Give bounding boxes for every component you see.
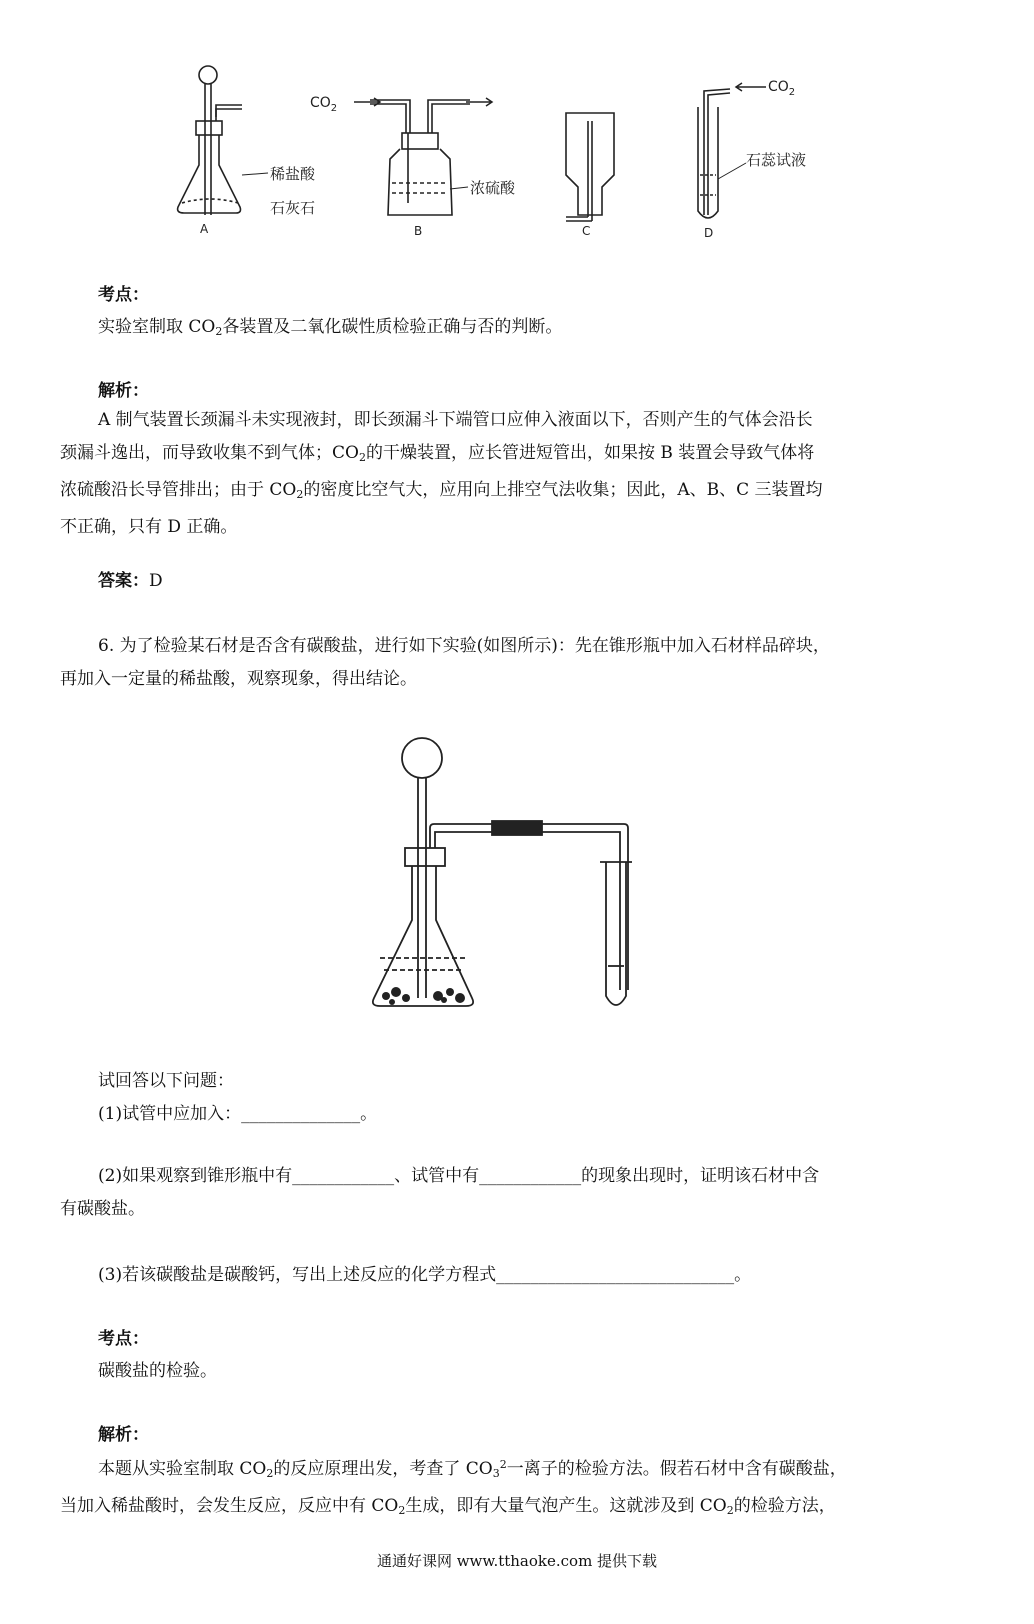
q6-jiexi-l2a: 当加入稀盐酸时，会发生反应，反应中有 CO [60, 1496, 399, 1516]
q6-jiexi-heading: 解析： [98, 1425, 149, 1445]
q5-answer-label: 答案： [98, 571, 149, 591]
q6-stem-line1: 6. 为了检验某石材是否含有碳酸盐，进行如下实验(如图所示)：先在锥形瓶中加入石材样品碎块， [98, 636, 830, 656]
q6-part2-line2: 有碳酸盐。 [60, 1199, 145, 1219]
conical-flask [373, 866, 473, 1006]
stone-pieces [382, 987, 465, 1005]
sub-2: 2 [726, 1504, 734, 1517]
apparatus-a [178, 66, 242, 215]
arrow-in-b [354, 98, 380, 106]
q6-jiexi-l2c: 的检验方法， [733, 1496, 836, 1516]
label-dilute-hcl: 稀盐酸 [270, 165, 316, 183]
q6-kaodian-text: 碳酸盐的检验。 [98, 1361, 217, 1381]
q6-part2-line1: (2)如果观察到锥形瓶中有____________、试管中有____________的现象出现时，证明该石材中含 [98, 1166, 820, 1186]
q6-kaodian-heading: 考点： [98, 1329, 149, 1349]
q5-jiexi-l2a: 颈漏斗逸出，而导致收集不到气体；CO [60, 443, 359, 463]
q6-jiexi-l2b: 生成，即有大量气泡产生。这就涉及到 CO [405, 1496, 727, 1516]
sup-2: 2 [499, 1458, 507, 1471]
label-b: B [414, 224, 423, 238]
sub-2: 2 [266, 1467, 274, 1480]
apparatus-figure-abcd [170, 55, 870, 255]
q5-answer [98, 570, 163, 592]
q5-kaodian-heading: 考点： [98, 285, 149, 305]
q5-kaodian-text-b: 各装置及二氧化碳性质检验正确与否的判断。 [222, 317, 563, 337]
q6-part2 [60, 1160, 940, 1226]
q5-jiexi-l2b: 的干燥装置，应长管进短管出，如果按 B 装置会导致气体将 [365, 443, 815, 463]
sub-2: 2 [358, 451, 366, 464]
label-co2-d: $CO_2$ [768, 79, 796, 98]
q5-jiexi-line4: 不正确，只有 D 正确。 [60, 517, 238, 537]
q5-jiexi-l3b: 的密度比空气大，应用向上排空气法收集；因此，A、B、C 三装置均 [303, 480, 823, 500]
label-a: A [200, 222, 209, 236]
rubber-stopper [405, 848, 445, 866]
label-co2-b: $CO_2$ [310, 95, 338, 114]
q6-jiexi-paragraph [60, 1448, 940, 1527]
q5-answer-value: D [149, 571, 163, 591]
sub-2: 2 [398, 1504, 406, 1517]
test-tube [606, 862, 626, 1005]
sub-3: 3 [492, 1467, 500, 1480]
label-c: C [582, 224, 591, 238]
label-conc-h2so4: 浓硫酸 [470, 179, 516, 197]
apparatus-b [370, 100, 470, 215]
delivery-tube [430, 824, 628, 990]
q5-jiexi-line1: A 制气装置长颈漏斗未实现液封，即长颈漏斗下端管口应伸入液面以下，否则产生的气体会沿长 [98, 410, 813, 430]
q6-part3: (3)若该碳酸盐是碳酸钙，写出上述反应的化学方程式____________________________。 [98, 1265, 752, 1285]
q5-jiexi-paragraph [60, 404, 940, 544]
sub-2: 2 [215, 325, 223, 338]
q5-kaodian-text [98, 316, 562, 343]
q6-ask: 试回答以下问题： [98, 1071, 234, 1091]
q5-jiexi-line3 [60, 474, 940, 511]
q5-jiexi-line2 [60, 437, 940, 474]
funnel-bulb [402, 738, 442, 778]
apparatus-c [566, 113, 614, 221]
label-limestone: 石灰石 [270, 199, 316, 217]
label-d: D [704, 226, 714, 240]
q6-part1: (1)试管中应加入：______________。 [98, 1104, 378, 1124]
q6-jiexi-l1c: 一离子的检验方法。假若石材中含有碳酸盐， [506, 1459, 847, 1479]
q5-jiexi-l3a: 浓硫酸沿长导管排出；由于 CO [60, 480, 297, 500]
q5-kaodian-text-a: 实验室制取 CO [98, 317, 216, 337]
q6-jiexi-l1a: 本题从实验室制取 CO [98, 1459, 267, 1479]
q6-stem-line2: 再加入一定量的稀盐酸，观察现象，得出结论。 [60, 669, 417, 689]
apparatus-figure-flask-testtube [360, 730, 660, 1020]
page-footer: 通通好课网 www.tthaoke.com 提供下载 [376, 1552, 658, 1570]
arrow-out-b [466, 98, 492, 106]
apparatus-d [698, 89, 730, 218]
q6-jiexi-line1 [60, 1448, 940, 1490]
label-litmus: 石蕊试液 [746, 151, 807, 169]
q6-jiexi-line2 [60, 1490, 940, 1527]
q5-jiexi-heading: 解析： [98, 381, 149, 401]
arrow-in-d [736, 83, 766, 91]
q6-jiexi-l1b: 的反应原理出发，考查了 CO [273, 1459, 493, 1479]
q6-stem [60, 630, 940, 696]
sub-2: 2 [296, 488, 304, 501]
